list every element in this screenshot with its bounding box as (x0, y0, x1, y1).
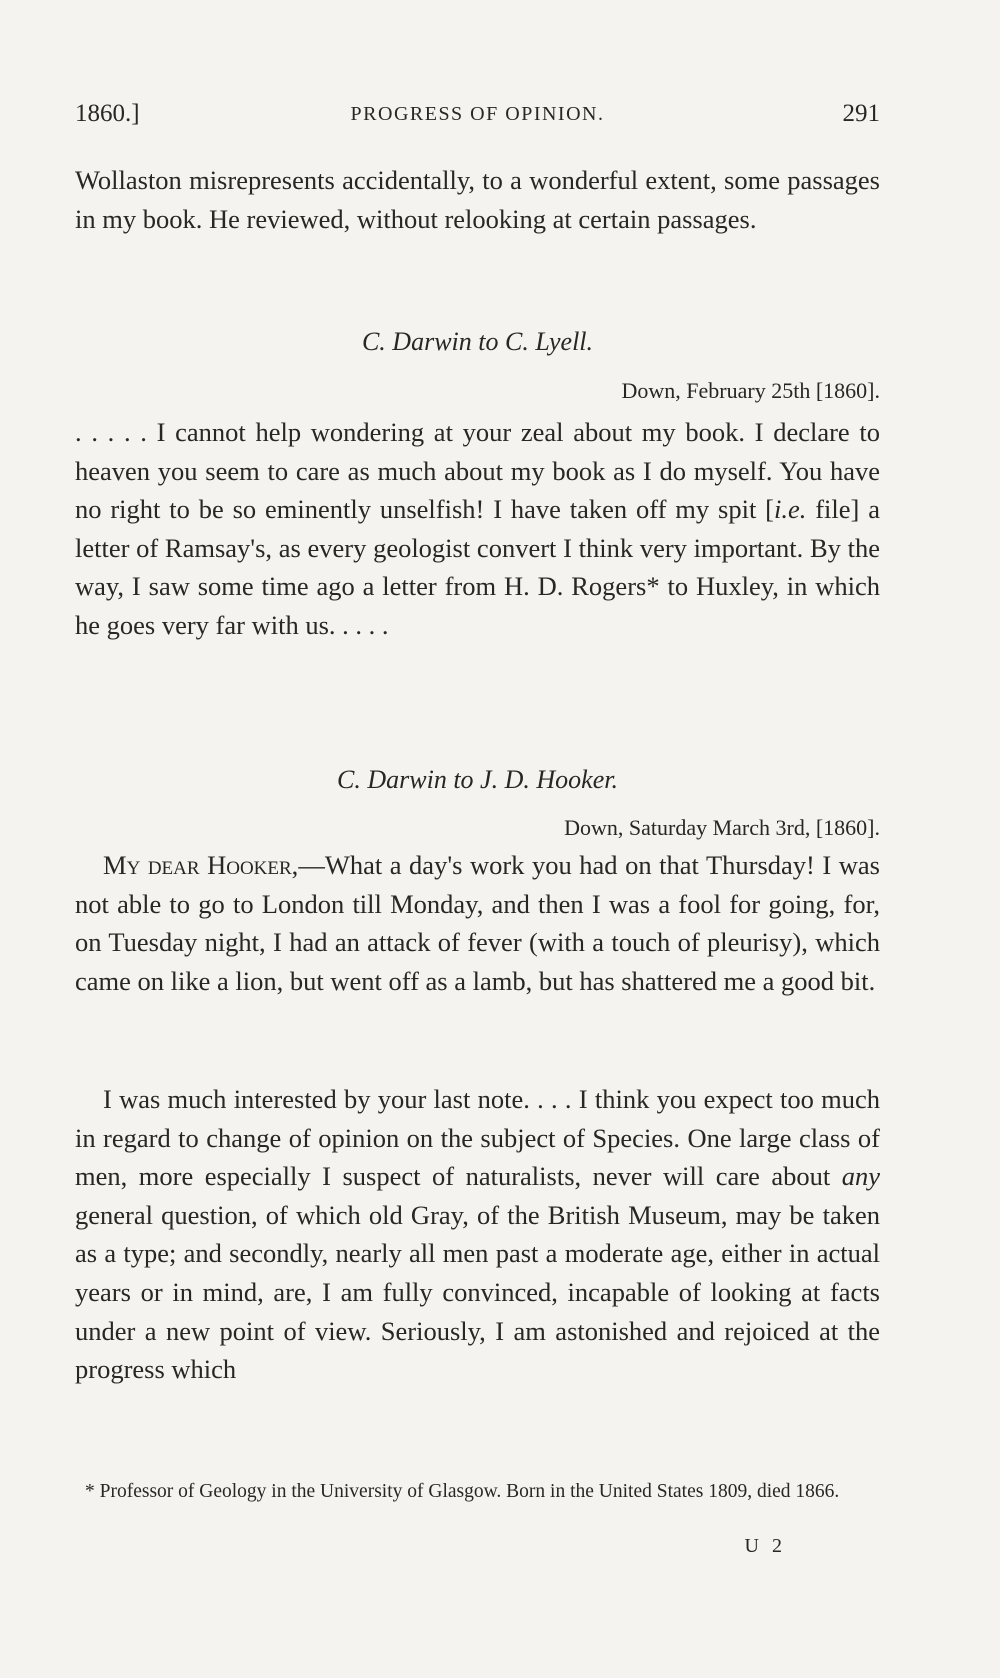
letter-body-lyell (75, 413, 880, 645)
letter-body-hooker-para-2-part-2: general question, of which old Gray, of the British Museum, may be taken as a type; and secondly, nearly all men past a moderate age, either in actual years or in mind, are, I am fully convinced, incapable of looking at facts under a new point of view. Seriously, I am astonished and rejoiced at the progress which (75, 1199, 880, 1385)
book-page (75, 0, 880, 1678)
paragraph-opening: Wollaston misrepresents accidentally, to a wonderful extent, some passages in my book. He reviewed, without relooking at certain passages. (75, 165, 880, 234)
letter-body-hooker-paragraph-1 (75, 846, 880, 1000)
letter-body-hooker-para-1-text: —What a day's work you had on that Thursday! I was not able to go to London till Monday, and then I was a fool for going, for, on Tuesday night, I had an attack of fever (with a touch of pleurisy), which came on like a lion, but went off as a lamb, but has shattered me a good bit. (75, 850, 880, 996)
running-head-title: PROGRESS OF OPINION. (350, 103, 605, 125)
letter-body-hooker-paragraph-2 (75, 1080, 880, 1389)
signature-mark: U 2 (744, 1535, 786, 1557)
running-head-year: 1860.] (75, 100, 140, 127)
ie-abbreviation: i.e. (774, 494, 807, 525)
salutation: My dear Hooker, (103, 850, 299, 880)
letter-heading-lyell: C. Darwin to C. Lyell. (361, 327, 594, 356)
letter-heading-hooker: C. Darwin to J. D. Hooker. (337, 765, 618, 794)
running-head (75, 100, 880, 136)
letter-dateline-lyell: Down, February 25th [1860]. (621, 378, 880, 403)
letter-dateline-hooker: Down, Saturday March 3rd, [1860]. (564, 815, 880, 840)
letter-body-hooker-para-2-part-1: I was much interested by your last note. . . . I think you expect too much in regard to change of opinion on the subject of Species. One large class of men, more especially I suspect of naturalists, never will care about (75, 1084, 880, 1192)
footnote: * Professor of Geology in the University of Glasgow. Born in the United States 1809, died 1866. (85, 1480, 840, 1502)
emphasis-any: any (841, 1161, 880, 1192)
letter-body-lyell-part-1: . . . . . I cannot help wondering at your zeal about my book. I declare to heaven you seem to care as much about my book as I do myself. You have no right to be so eminently unselfish! I have taken off my spit [ (75, 417, 880, 525)
letter-body-lyell-part-2: file] a letter of Ramsay's, as every geologist convert I think very important. By the way, I saw some time ago a letter from H. D. Rogers* to Huxley, in which he goes very far with us. . . . . (75, 494, 880, 640)
page-number: 291 (842, 100, 880, 127)
